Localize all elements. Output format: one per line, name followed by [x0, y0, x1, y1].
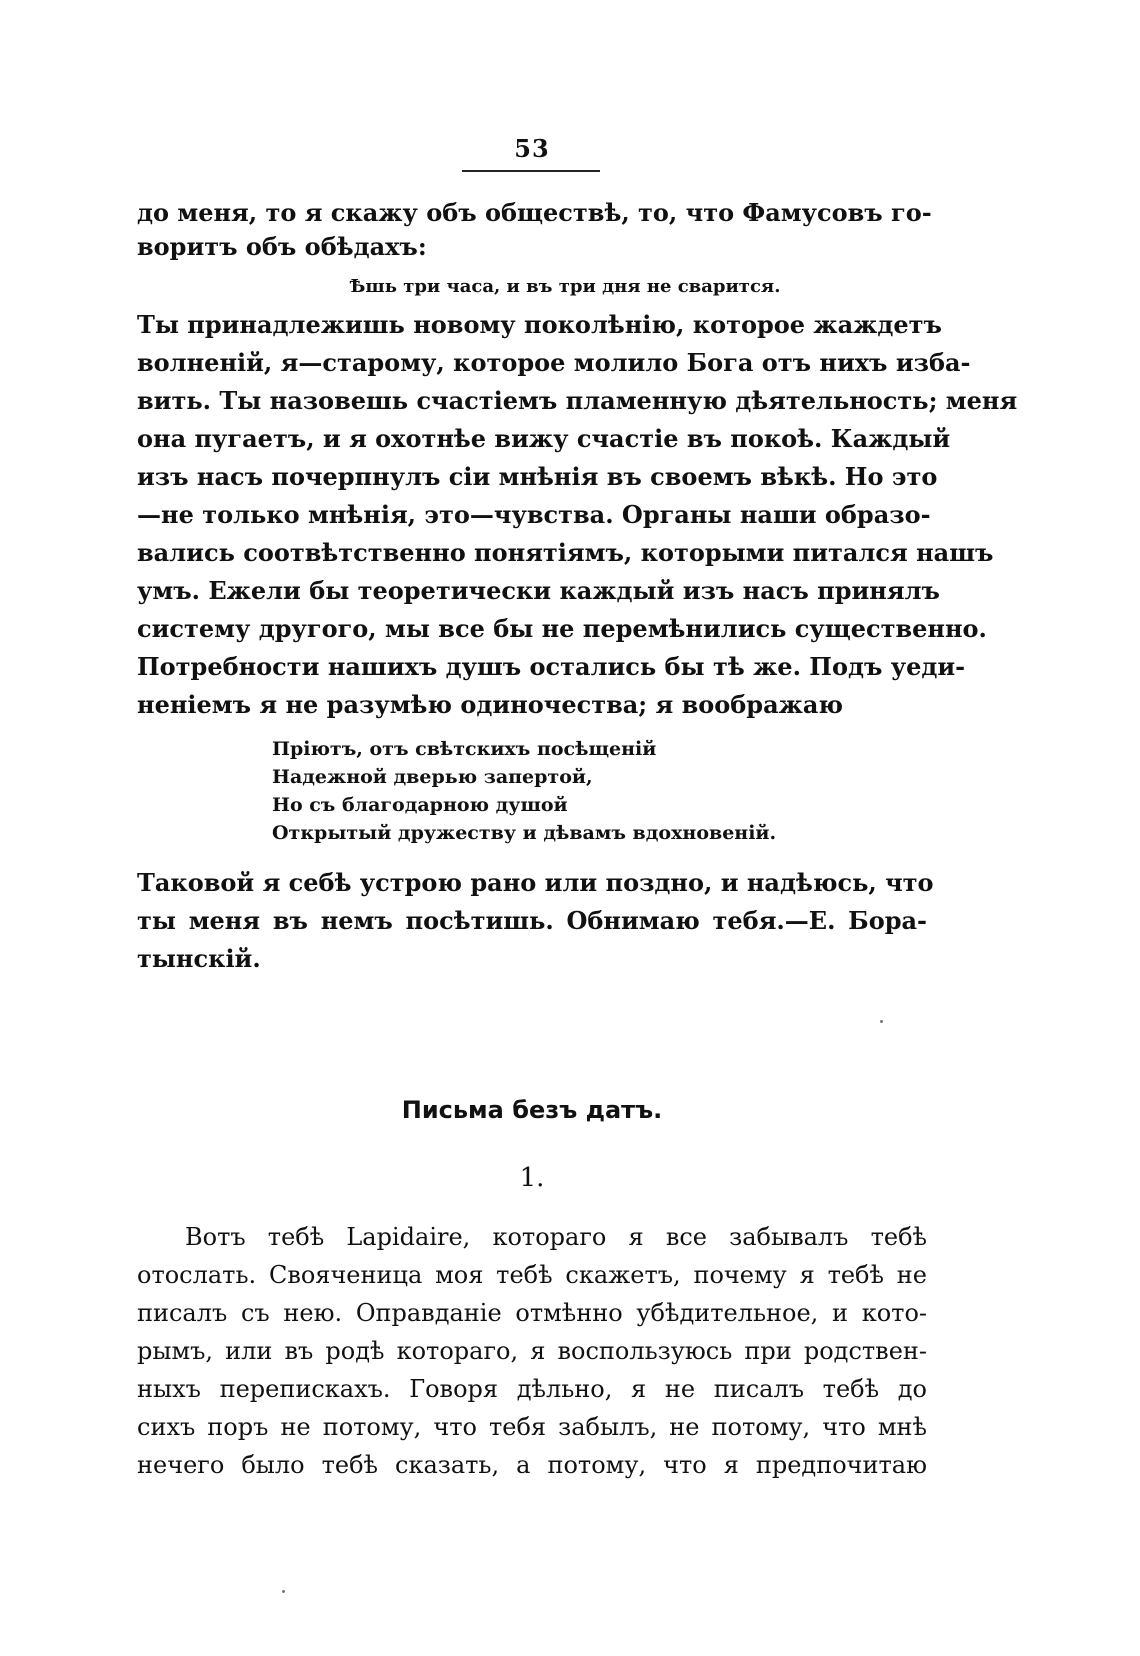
signature-line: тынскій. [137, 944, 261, 973]
text-line: изъ насъ почерпнулъ сіи мнѣнія въ своемъ вѣкѣ. Но это [137, 462, 938, 491]
text-line: ныхъ перепискахъ. Говоря дѣльно, я не писалъ тебѣ до [137, 1375, 927, 1403]
verse-line: Пріютъ, отъ свѣтскихъ посѣщеній [272, 738, 657, 760]
text-line: вить. Ты назовешь счастіемъ пламенную дѣятельность; меня [137, 386, 1018, 415]
verse-line: Открытый дружеству и дѣвамъ вдохновеній. [272, 822, 777, 844]
verse-line: Надежной дверью запертой, [272, 766, 593, 788]
text-line: Вотъ тебѣ Lapidaire, котораго я все забывалъ тебѣ [185, 1223, 927, 1251]
text-line: неніемъ я не разумѣю одиночества; я воображаю [137, 690, 844, 719]
text-line: сихъ поръ не потому, что тебя забылъ, не потому, что мнѣ [137, 1413, 927, 1441]
verse-line: Но съ благодарною душой [272, 794, 568, 816]
text-line: нечего было тебѣ сказать, а потому, что я предпочитаю [137, 1451, 927, 1479]
text-line: отослать. Свояченица моя тебѣ скажетъ, почему я тебѣ не [137, 1261, 927, 1289]
text-line: до меня, то я скажу объ обществѣ, то, что Фамусовъ го- [137, 198, 932, 227]
scan-speck [880, 1020, 883, 1023]
page-number: 53 [514, 134, 550, 163]
letter-number: 1. [519, 1163, 545, 1193]
text-line: воритъ объ обѣдахъ: [137, 232, 427, 261]
text-line: Ты принадлежишь новому поколѣнію, которое жаждетъ [137, 310, 942, 339]
text-line: систему другого, мы все бы не перемѣнились существенно. [137, 614, 987, 643]
scan-speck [282, 1590, 285, 1593]
text-line: писалъ съ нею. Оправданіе отмѣнно убѣдительное, и кото- [137, 1299, 927, 1327]
quotation-line: Ѣшь три часа, и въ три дня не сварится. [349, 276, 781, 297]
page-number-rule [462, 170, 600, 172]
text-line: вались соотвѣтственно понятіямъ, которыми питался нашъ [137, 538, 994, 567]
section-title: Письма безъ датъ. [401, 1096, 663, 1124]
text-line: —не только мнѣнія, это—чувства. Органы наши образо- [137, 500, 931, 529]
text-line: Потребности нашихъ душъ остались бы тѣ же. Подъ уеди- [137, 652, 966, 681]
text-line: умъ. Ежели бы теоретически каждый изъ насъ принялъ [137, 576, 940, 605]
text-line: волненій, я—старому, которое молило Бога отъ нихъ изба- [137, 348, 971, 377]
text-line: она пугаетъ, и я охотнѣе вижу счастіе въ покоѣ. Каждый [137, 424, 951, 453]
text-line: Таковой я себѣ устрою рано или поздно, и надѣюсь, что [137, 868, 934, 897]
text-line: ты меня въ немъ посѣтишь. Обнимаю тебя.—Е. Бора- [137, 906, 927, 935]
text-line: рымъ, или въ родѣ котораго, я воспользуюсь при родствен- [137, 1337, 927, 1365]
